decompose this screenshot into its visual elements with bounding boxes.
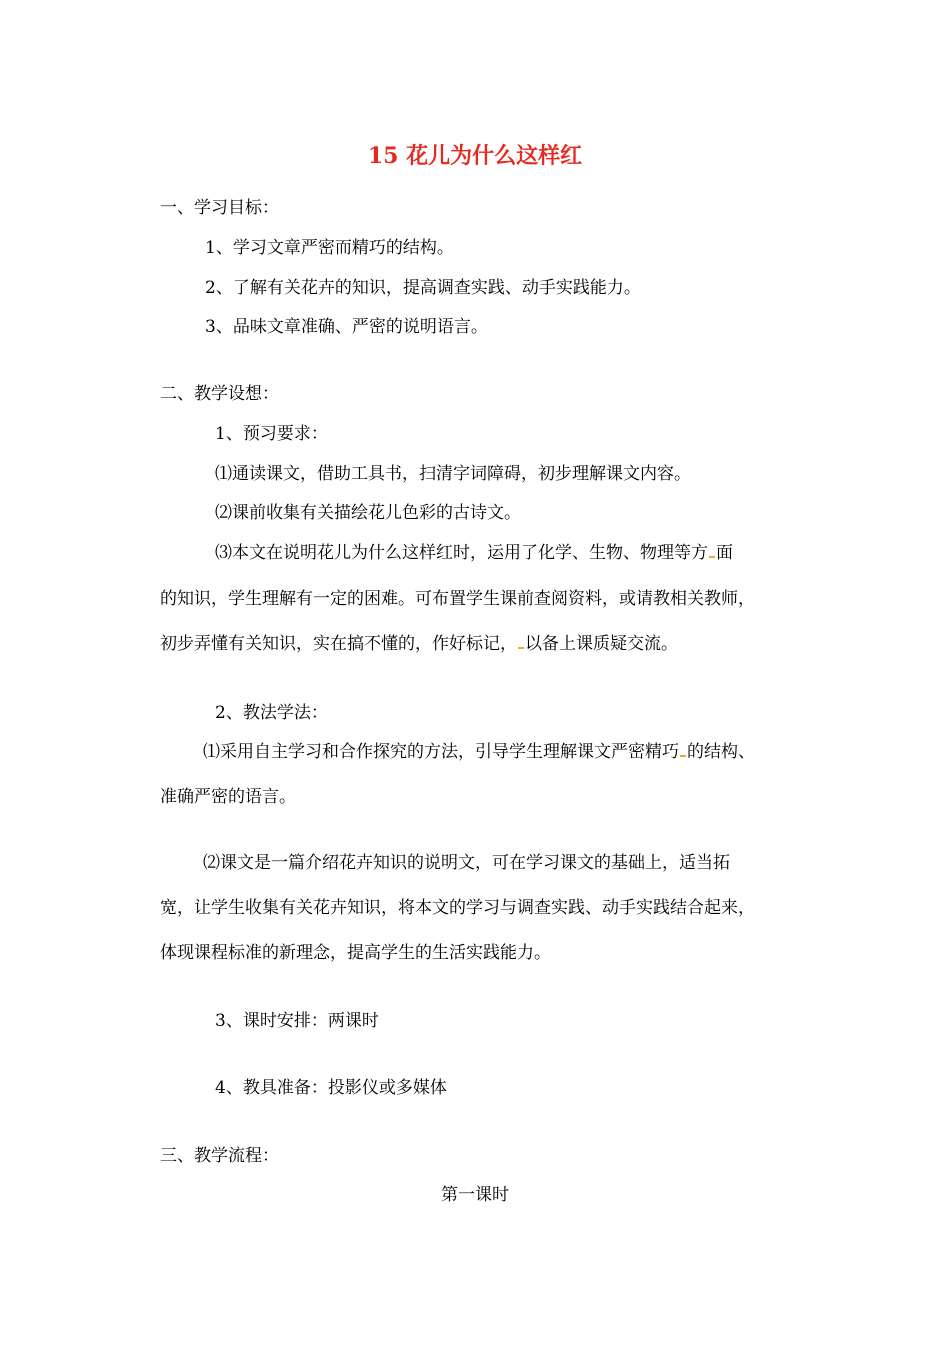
preview-paragraph-3-line-3-end: 以备上课质疑交流。: [525, 634, 678, 654]
edit-mark: [680, 755, 686, 757]
methods-paragraph-1-line-1-text: ⑴采用自主学习和合作探究的方法，引导学生理解课文严密精巧: [203, 742, 679, 762]
preview-paragraph-3-line-2: 的知识，学生理解有一定的困难。可布置学生课前查阅资料，或请教相关教师，: [160, 589, 755, 609]
lesson-heading: 第一课时: [441, 1185, 509, 1205]
schedule-line: 3、课时安排：两课时: [215, 1011, 379, 1031]
preview-paragraph-3-line-3-text: 初步弄懂有关知识，实在搞不懂的，作好标记，: [160, 634, 517, 654]
methods-paragraph-1-line-2: 准确严密的语言。: [160, 787, 296, 807]
preview-paragraph-3-line-1: [215, 542, 733, 564]
subheading-teaching-methods: 2、教法学法：: [215, 703, 328, 723]
preview-paragraph-3-line-1-text: ⑶本文在说明花儿为什么这样红时，运用了化学、生物、物理等方: [215, 543, 708, 563]
goal-item-2: 2、了解有关花卉的知识，提高调查实践、动手实践能力。: [205, 278, 641, 298]
preview-paragraph-1: ⑴通读课文，借助工具书，扫清字词障碍，初步理解课文内容。: [215, 464, 691, 484]
subheading-preview-requirements: 1、预习要求：: [215, 424, 328, 444]
preview-paragraph-3-line-3: [160, 633, 678, 655]
methods-paragraph-2-line-1: ⑵课文是一篇介绍花卉知识的说明文，可在学习课文的基础上，适当拓: [203, 853, 730, 873]
section-heading-learning-goals: 一、学习目标：: [160, 198, 279, 218]
preview-paragraph-2: ⑵课前收集有关描绘花儿色彩的古诗文。: [215, 503, 521, 523]
edit-mark: [709, 556, 715, 558]
goal-item-3: 3、品味文章准确、严密的说明语言。: [205, 317, 488, 337]
methods-paragraph-2-line-2: 宽，让学生收集有关花卉知识，将本文的学习与调查实践、动手实践结合起来，: [160, 898, 755, 918]
methods-paragraph-1-line-1: [203, 741, 755, 763]
methods-paragraph-2-line-3: 体现课程标准的新理念，提高学生的生活实践能力。: [160, 943, 551, 963]
methods-paragraph-1-line-1-end: 的结构、: [687, 742, 755, 762]
preview-paragraph-3-line-1-end: 面: [716, 543, 733, 563]
section-heading-teaching-process: 三、教学流程：: [160, 1146, 279, 1166]
edit-mark: [518, 647, 524, 649]
goal-item-1: 1、学习文章严密而精巧的结构。: [205, 238, 454, 258]
section-heading-teaching-plan: 二、教学设想：: [160, 384, 279, 404]
equipment-line: 4、教具准备：投影仪或多媒体: [215, 1078, 447, 1098]
page-title: 15 花儿为什么这样红: [367, 143, 583, 169]
